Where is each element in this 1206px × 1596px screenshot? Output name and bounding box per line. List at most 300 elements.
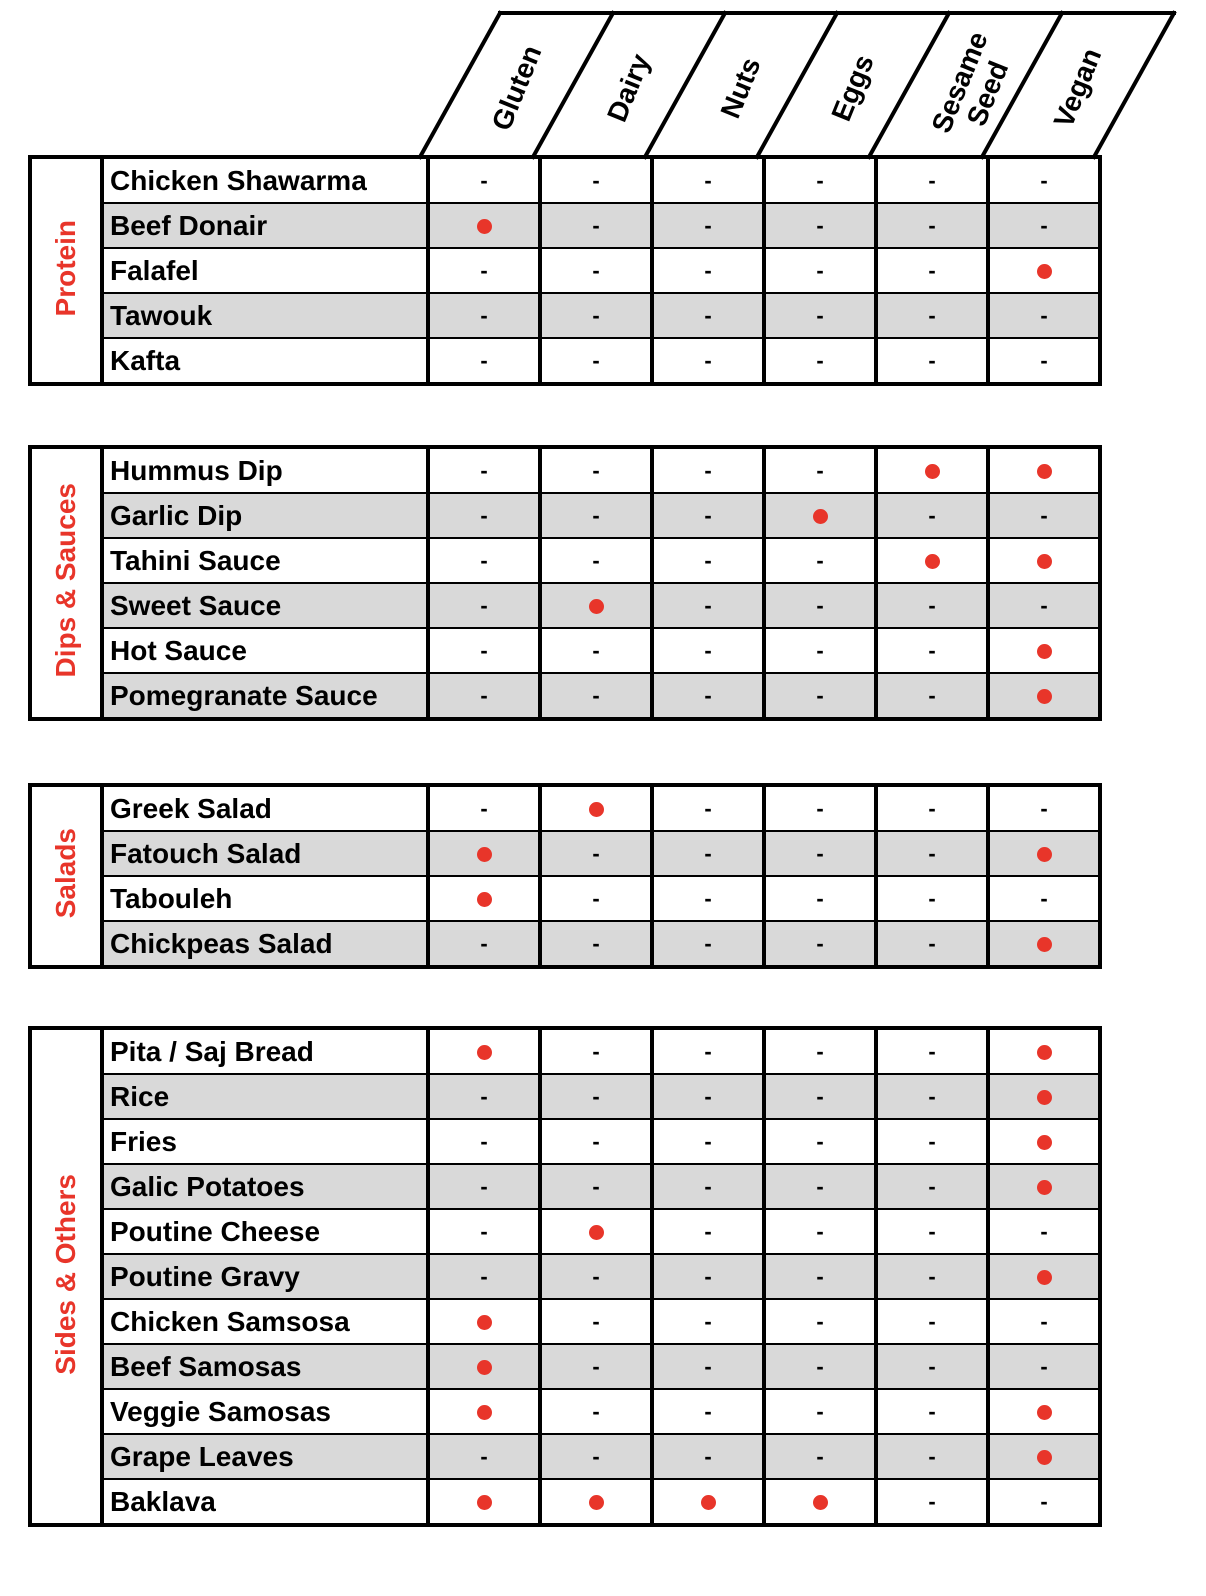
category-cell <box>30 157 102 384</box>
none-dash: - <box>816 167 824 193</box>
none-dash: - <box>480 547 488 573</box>
item-name: Fries <box>102 1119 428 1164</box>
item-name: Greek Salad <box>102 785 428 831</box>
allergen-cell-nuts <box>652 1074 764 1119</box>
contains-dot-icon <box>477 1360 492 1375</box>
allergen-cell-dairy <box>540 538 652 583</box>
allergen-cell-vegan <box>988 1344 1100 1389</box>
allergen-cell-gluten <box>428 203 540 248</box>
none-dash: - <box>928 302 936 328</box>
none-dash: - <box>816 1353 824 1379</box>
none-dash: - <box>592 637 600 663</box>
allergen-cell-gluten <box>428 1254 540 1299</box>
none-dash: - <box>704 840 712 866</box>
allergen-cell-sesame-seed <box>876 538 988 583</box>
column-header-gluten: Gluten <box>485 40 548 135</box>
none-dash: - <box>928 840 936 866</box>
none-dash: - <box>592 167 600 193</box>
none-dash: - <box>704 1038 712 1064</box>
none-dash: - <box>928 885 936 911</box>
none-dash: - <box>816 1038 824 1064</box>
none-dash: - <box>480 167 488 193</box>
none-dash: - <box>592 1083 600 1109</box>
allergen-cell-gluten <box>428 447 540 493</box>
none-dash: - <box>928 1173 936 1199</box>
allergen-cell-sesame-seed <box>876 338 988 384</box>
table-row <box>30 538 1100 583</box>
allergen-cell-vegan <box>988 1479 1100 1525</box>
none-dash: - <box>592 930 600 956</box>
allergen-cell-sesame-seed <box>876 157 988 203</box>
none-dash: - <box>928 1308 936 1334</box>
none-dash: - <box>816 1398 824 1424</box>
allergen-cell-sesame-seed <box>876 493 988 538</box>
allergen-cell-gluten <box>428 338 540 384</box>
contains-dot-icon <box>477 1315 492 1330</box>
allergen-cell-eggs <box>764 248 876 293</box>
contains-dot-icon <box>1037 1135 1052 1150</box>
allergen-cell-nuts <box>652 338 764 384</box>
allergen-cell-vegan <box>988 628 1100 673</box>
allergen-cell-sesame-seed <box>876 583 988 628</box>
none-dash: - <box>704 682 712 708</box>
table-row <box>30 1254 1100 1299</box>
contains-dot-icon <box>1037 554 1052 569</box>
contains-dot-icon <box>477 847 492 862</box>
table-row <box>30 447 1100 493</box>
none-dash: - <box>592 682 600 708</box>
table-row <box>30 1389 1100 1434</box>
allergen-cell-dairy <box>540 1389 652 1434</box>
allergen-cell-nuts <box>652 583 764 628</box>
none-dash: - <box>704 1308 712 1334</box>
allergen-cell-dairy <box>540 831 652 876</box>
table-row <box>30 921 1100 967</box>
none-dash: - <box>480 1128 488 1154</box>
allergen-cell-nuts <box>652 447 764 493</box>
allergen-cell-nuts <box>652 248 764 293</box>
allergen-cell-gluten <box>428 673 540 719</box>
item-name: Garlic Dip <box>102 493 428 538</box>
allergen-cell-sesame-seed <box>876 203 988 248</box>
contains-dot-icon <box>1037 847 1052 862</box>
none-dash: - <box>704 1398 712 1424</box>
none-dash: - <box>928 795 936 821</box>
none-dash: - <box>1040 1308 1048 1334</box>
none-dash: - <box>816 1308 824 1334</box>
allergen-cell-eggs <box>764 1119 876 1164</box>
allergen-cell-dairy <box>540 1119 652 1164</box>
contains-dot-icon <box>477 1405 492 1420</box>
none-dash: - <box>704 1443 712 1469</box>
allergen-cell-nuts <box>652 921 764 967</box>
item-name: Sweet Sauce <box>102 583 428 628</box>
item-name: Hummus Dip <box>102 447 428 493</box>
allergen-cell-vegan <box>988 1119 1100 1164</box>
contains-dot-icon <box>1037 1090 1052 1105</box>
allergen-cell-vegan <box>988 831 1100 876</box>
none-dash: - <box>816 885 824 911</box>
allergen-cell-vegan <box>988 538 1100 583</box>
column-header-vegan: Vegan <box>1047 43 1108 132</box>
allergen-cell-sesame-seed <box>876 1074 988 1119</box>
allergen-cell-nuts <box>652 1299 764 1344</box>
allergen-cell-dairy <box>540 157 652 203</box>
contains-dot-icon <box>925 554 940 569</box>
none-dash: - <box>592 1263 600 1289</box>
item-name: Chicken Samsosa <box>102 1299 428 1344</box>
category-cell <box>30 1028 102 1525</box>
none-dash: - <box>816 547 824 573</box>
none-dash: - <box>592 502 600 528</box>
none-dash: - <box>592 885 600 911</box>
allergen-cell-sesame-seed <box>876 1389 988 1434</box>
none-dash: - <box>928 212 936 238</box>
allergen-cell-dairy <box>540 493 652 538</box>
table-row <box>30 583 1100 628</box>
none-dash: - <box>816 840 824 866</box>
allergen-cell-sesame-seed <box>876 1164 988 1209</box>
allergen-cell-dairy <box>540 583 652 628</box>
none-dash: - <box>928 1038 936 1064</box>
allergen-cell-vegan <box>988 876 1100 921</box>
allergen-cell-eggs <box>764 583 876 628</box>
none-dash: - <box>704 592 712 618</box>
table-row <box>30 673 1100 719</box>
none-dash: - <box>1040 1353 1048 1379</box>
none-dash: - <box>704 1218 712 1244</box>
item-name: Tahini Sauce <box>102 538 428 583</box>
allergen-cell-dairy <box>540 1209 652 1254</box>
none-dash: - <box>592 257 600 283</box>
allergen-cell-nuts <box>652 1344 764 1389</box>
none-dash: - <box>928 347 936 373</box>
none-dash: - <box>480 1083 488 1109</box>
none-dash: - <box>816 1083 824 1109</box>
allergen-cell-nuts <box>652 628 764 673</box>
contains-dot-icon <box>1037 264 1052 279</box>
allergen-cell-sesame-seed <box>876 1209 988 1254</box>
allergen-cell-nuts <box>652 1209 764 1254</box>
item-name: Poutine Gravy <box>102 1254 428 1299</box>
contains-dot-icon <box>589 1495 604 1510</box>
none-dash: - <box>704 1083 712 1109</box>
allergen-cell-vegan <box>988 338 1100 384</box>
allergen-cell-gluten <box>428 1164 540 1209</box>
item-name: Hot Sauce <box>102 628 428 673</box>
item-name: Pita / Saj Bread <box>102 1028 428 1074</box>
allergen-cell-gluten <box>428 831 540 876</box>
allergen-cell-dairy <box>540 1344 652 1389</box>
none-dash: - <box>592 1443 600 1469</box>
allergen-cell-eggs <box>764 785 876 831</box>
allergen-cell-gluten <box>428 785 540 831</box>
item-name: Pomegranate Sauce <box>102 673 428 719</box>
none-dash: - <box>704 930 712 956</box>
allergen-cell-eggs <box>764 831 876 876</box>
allergen-cell-eggs <box>764 538 876 583</box>
category-label: Protein <box>50 219 81 317</box>
allergen-cell-gluten <box>428 583 540 628</box>
none-dash: - <box>816 1218 824 1244</box>
allergen-cell-gluten <box>428 157 540 203</box>
table-row <box>30 1479 1100 1525</box>
allergen-cell-eggs <box>764 338 876 384</box>
table-row <box>30 1028 1100 1074</box>
allergen-cell-nuts <box>652 785 764 831</box>
table-row <box>30 1299 1100 1344</box>
allergen-cell-sesame-seed <box>876 1299 988 1344</box>
allergen-cell-sesame-seed <box>876 1028 988 1074</box>
allergen-cell-eggs <box>764 203 876 248</box>
table-row <box>30 831 1100 876</box>
contains-dot-icon <box>925 464 940 479</box>
none-dash: - <box>928 592 936 618</box>
contains-dot-icon <box>589 599 604 614</box>
none-dash: - <box>592 547 600 573</box>
allergen-cell-sesame-seed <box>876 248 988 293</box>
allergen-cell-sesame-seed <box>876 1254 988 1299</box>
allergen-cell-dairy <box>540 203 652 248</box>
none-dash: - <box>704 885 712 911</box>
none-dash: - <box>480 1263 488 1289</box>
item-name: Chickpeas Salad <box>102 921 428 967</box>
allergen-cell-nuts <box>652 293 764 338</box>
allergen-cell-eggs <box>764 1389 876 1434</box>
allergen-cell-nuts <box>652 1389 764 1434</box>
allergen-cell-dairy <box>540 1254 652 1299</box>
contains-dot-icon <box>477 219 492 234</box>
allergen-cell-sesame-seed <box>876 293 988 338</box>
allergen-cell-sesame-seed <box>876 673 988 719</box>
allergen-cell-eggs <box>764 921 876 967</box>
allergen-cell-gluten <box>428 1299 540 1344</box>
allergen-cell-sesame-seed <box>876 831 988 876</box>
allergen-cell-vegan <box>988 1028 1100 1074</box>
allergen-cell-eggs <box>764 1209 876 1254</box>
none-dash: - <box>816 1443 824 1469</box>
allergen-cell-sesame-seed <box>876 1344 988 1389</box>
allergen-cell-vegan <box>988 583 1100 628</box>
contains-dot-icon <box>1037 1180 1052 1195</box>
none-dash: - <box>592 1398 600 1424</box>
none-dash: - <box>928 1443 936 1469</box>
contains-dot-icon <box>813 509 828 524</box>
allergen-cell-gluten <box>428 628 540 673</box>
column-header-sesame-seed: Sesame Seed <box>924 27 1014 138</box>
table-row <box>30 293 1100 338</box>
none-dash: - <box>1040 167 1048 193</box>
allergen-cell-eggs <box>764 1299 876 1344</box>
none-dash: - <box>1040 502 1048 528</box>
allergen-cell-dairy <box>540 1028 652 1074</box>
none-dash: - <box>704 457 712 483</box>
none-dash: - <box>816 795 824 821</box>
allergen-cell-gluten <box>428 1119 540 1164</box>
table-row <box>30 876 1100 921</box>
none-dash: - <box>1040 795 1048 821</box>
allergen-cell-gluten <box>428 1344 540 1389</box>
allergen-cell-nuts <box>652 157 764 203</box>
contains-dot-icon <box>477 1495 492 1510</box>
allergen-cell-dairy <box>540 1164 652 1209</box>
allergen-cell-dairy <box>540 1479 652 1525</box>
category-label: Dips & Sauces <box>50 483 81 678</box>
allergen-cell-vegan <box>988 1074 1100 1119</box>
none-dash: - <box>592 1308 600 1334</box>
contains-dot-icon <box>1037 937 1052 952</box>
allergen-cell-sesame-seed <box>876 447 988 493</box>
section-protein <box>28 155 1102 386</box>
contains-dot-icon <box>1037 1045 1052 1060</box>
table-row <box>30 203 1100 248</box>
section-sides-others <box>28 1026 1102 1527</box>
table-row <box>30 157 1100 203</box>
allergen-cell-dairy <box>540 447 652 493</box>
allergen-cell-gluten <box>428 1389 540 1434</box>
allergen-cell-vegan <box>988 493 1100 538</box>
none-dash: - <box>816 930 824 956</box>
contains-dot-icon <box>477 892 492 907</box>
none-dash: - <box>1040 212 1048 238</box>
contains-dot-icon <box>813 1495 828 1510</box>
column-header-nuts: Nuts <box>714 53 767 123</box>
none-dash: - <box>816 1173 824 1199</box>
item-name: Galic Potatoes <box>102 1164 428 1209</box>
table-row <box>30 493 1100 538</box>
allergen-cell-gluten <box>428 1479 540 1525</box>
allergen-cell-vegan <box>988 1434 1100 1479</box>
allergen-cell-gluten <box>428 493 540 538</box>
allergen-cell-eggs <box>764 1254 876 1299</box>
table-row <box>30 248 1100 293</box>
none-dash: - <box>480 347 488 373</box>
none-dash: - <box>1040 592 1048 618</box>
none-dash: - <box>816 302 824 328</box>
allergen-cell-vegan <box>988 157 1100 203</box>
none-dash: - <box>928 502 936 528</box>
allergen-cell-nuts <box>652 1434 764 1479</box>
none-dash: - <box>928 257 936 283</box>
allergen-cell-dairy <box>540 1074 652 1119</box>
none-dash: - <box>1040 1488 1048 1514</box>
allergen-cell-gluten <box>428 1074 540 1119</box>
allergen-cell-nuts <box>652 538 764 583</box>
allergen-cell-dairy <box>540 1434 652 1479</box>
category-cell <box>30 785 102 967</box>
item-name: Rice <box>102 1074 428 1119</box>
none-dash: - <box>928 637 936 663</box>
allergen-cell-nuts <box>652 673 764 719</box>
allergen-cell-vegan <box>988 447 1100 493</box>
allergen-cell-gluten <box>428 1209 540 1254</box>
none-dash: - <box>592 1173 600 1199</box>
allergen-cell-eggs <box>764 447 876 493</box>
none-dash: - <box>480 1218 488 1244</box>
none-dash: - <box>704 167 712 193</box>
allergen-cell-sesame-seed <box>876 1479 988 1525</box>
allergen-cell-sesame-seed <box>876 1434 988 1479</box>
allergen-cell-vegan <box>988 1299 1100 1344</box>
none-dash: - <box>480 682 488 708</box>
allergen-cell-vegan <box>988 1254 1100 1299</box>
none-dash: - <box>704 1263 712 1289</box>
none-dash: - <box>704 1353 712 1379</box>
allergen-cell-dairy <box>540 1299 652 1344</box>
contains-dot-icon <box>1037 1450 1052 1465</box>
none-dash: - <box>704 502 712 528</box>
none-dash: - <box>928 167 936 193</box>
allergen-cell-vegan <box>988 785 1100 831</box>
allergen-cell-eggs <box>764 493 876 538</box>
none-dash: - <box>816 637 824 663</box>
allergen-cell-nuts <box>652 203 764 248</box>
none-dash: - <box>928 930 936 956</box>
none-dash: - <box>1040 885 1048 911</box>
allergen-cell-vegan <box>988 1209 1100 1254</box>
allergen-cell-sesame-seed <box>876 1119 988 1164</box>
none-dash: - <box>480 502 488 528</box>
allergen-cell-sesame-seed <box>876 785 988 831</box>
allergen-cell-gluten <box>428 538 540 583</box>
contains-dot-icon <box>1037 689 1052 704</box>
table-row <box>30 1209 1100 1254</box>
none-dash: - <box>928 1353 936 1379</box>
allergen-cell-sesame-seed <box>876 876 988 921</box>
none-dash: - <box>816 347 824 373</box>
table-row <box>30 628 1100 673</box>
none-dash: - <box>704 637 712 663</box>
allergen-cell-nuts <box>652 1119 764 1164</box>
none-dash: - <box>592 347 600 373</box>
item-name: Beef Samosas <box>102 1344 428 1389</box>
allergen-cell-vegan <box>988 1164 1100 1209</box>
table-row <box>30 1344 1100 1389</box>
item-name: Falafel <box>102 248 428 293</box>
item-name: Baklava <box>102 1479 428 1525</box>
allergen-cell-nuts <box>652 493 764 538</box>
none-dash: - <box>816 1263 824 1289</box>
allergen-cell-vegan <box>988 248 1100 293</box>
allergen-cell-gluten <box>428 293 540 338</box>
none-dash: - <box>816 457 824 483</box>
allergen-cell-gluten <box>428 1434 540 1479</box>
table-row <box>30 785 1100 831</box>
none-dash: - <box>480 257 488 283</box>
item-name: Fatouch Salad <box>102 831 428 876</box>
none-dash: - <box>480 795 488 821</box>
allergen-cell-nuts <box>652 1164 764 1209</box>
allergen-cell-vegan <box>988 293 1100 338</box>
none-dash: - <box>928 1398 936 1424</box>
contains-dot-icon <box>589 1225 604 1240</box>
allergen-cell-vegan <box>988 203 1100 248</box>
table-row <box>30 338 1100 384</box>
item-name: Chicken Shawarma <box>102 157 428 203</box>
allergen-cell-dairy <box>540 338 652 384</box>
none-dash: - <box>704 547 712 573</box>
none-dash: - <box>480 1443 488 1469</box>
allergen-cell-eggs <box>764 293 876 338</box>
allergen-cell-dairy <box>540 921 652 967</box>
item-name: Poutine Cheese <box>102 1209 428 1254</box>
column-header-eggs: Eggs <box>825 50 880 126</box>
allergen-cell-nuts <box>652 1028 764 1074</box>
none-dash: - <box>704 795 712 821</box>
allergen-cell-gluten <box>428 921 540 967</box>
none-dash: - <box>480 930 488 956</box>
none-dash: - <box>480 457 488 483</box>
